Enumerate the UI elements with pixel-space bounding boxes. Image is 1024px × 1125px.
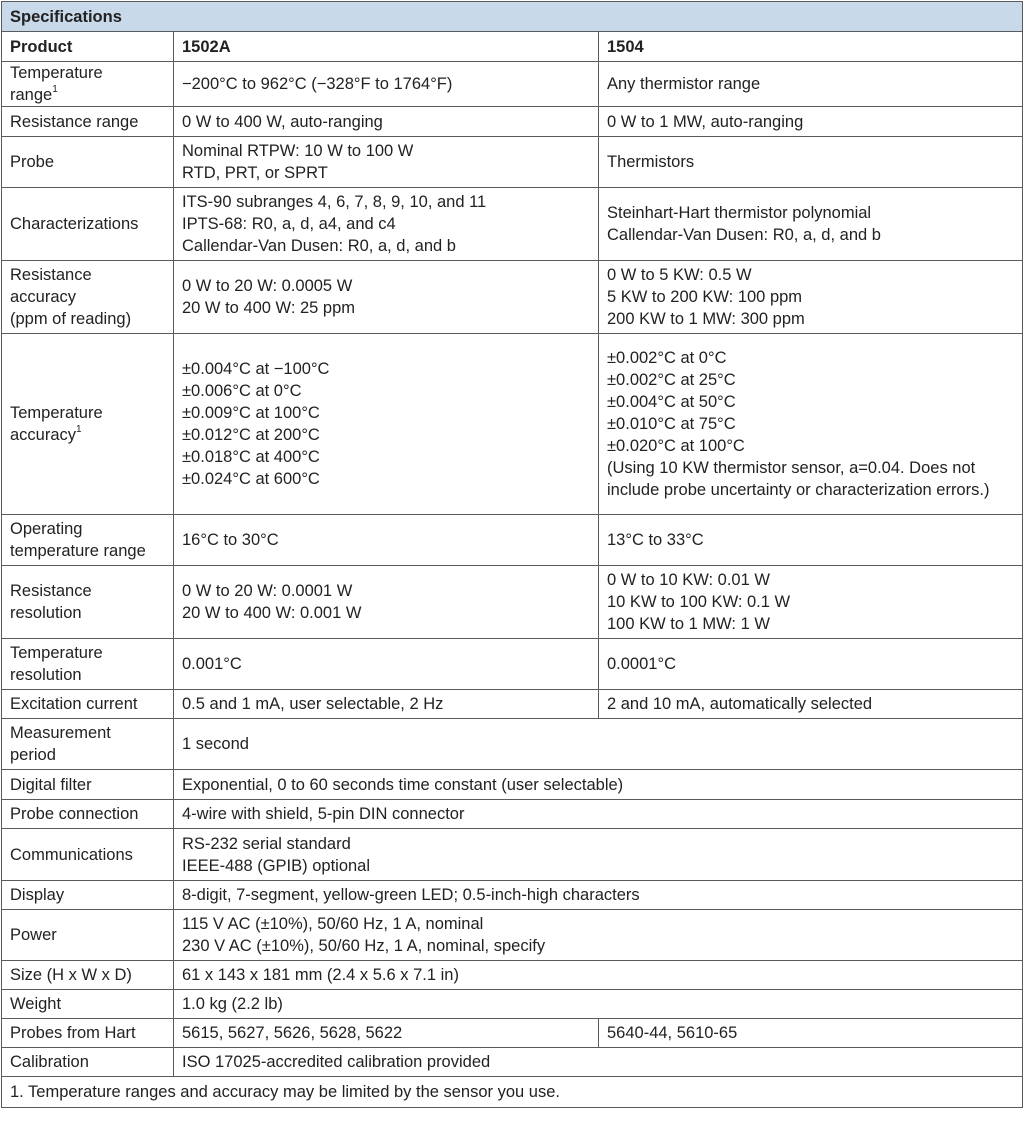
value-1504 bbox=[599, 334, 1023, 515]
cell-line: (ppm of reading) bbox=[10, 310, 132, 328]
header-1504: 1504 bbox=[599, 32, 1023, 62]
cell-line: IPTS-68: R0, a, d, a4, and c4 bbox=[182, 215, 396, 233]
cell-line: 0 W to 1 MW, auto-ranging bbox=[607, 112, 804, 131]
cell-line: period bbox=[10, 746, 56, 764]
cell-line: resolution bbox=[10, 604, 82, 622]
value-1504 bbox=[599, 639, 1023, 690]
value-both bbox=[174, 770, 1023, 800]
row-label bbox=[2, 719, 174, 770]
row-label: Excitation current bbox=[2, 690, 174, 719]
value-1504 bbox=[599, 566, 1023, 639]
cell-line: 0 W to 5 KW: 0.5 W bbox=[607, 266, 752, 284]
table-row bbox=[2, 770, 1023, 800]
cell-line: 1 second bbox=[182, 735, 249, 753]
table-row bbox=[2, 719, 1023, 770]
row-label: Weight bbox=[2, 990, 174, 1019]
cell-line: 5640-44, 5610-65 bbox=[607, 1024, 738, 1042]
cell-line: Steinhart-Hart thermistor polynomial bbox=[607, 204, 872, 222]
value-both bbox=[174, 829, 1023, 881]
cell-line: IEEE-488 (GPIB) optional bbox=[182, 856, 371, 875]
cell-line: 20 W to 400 W: 25 ppm bbox=[182, 299, 356, 317]
cell-line: 0.0001°C bbox=[607, 655, 676, 673]
row-label: Probes from Hart bbox=[2, 1019, 174, 1048]
cell-line: 0.001°C bbox=[182, 655, 242, 673]
cell-line: ±0.004°C at −100°C bbox=[182, 360, 330, 378]
cell-line: Callendar-Van Dusen: R0, a, d, and b bbox=[607, 226, 881, 244]
table-row bbox=[2, 1019, 1023, 1048]
table-row bbox=[2, 1048, 1023, 1077]
value-both bbox=[174, 800, 1023, 829]
value-1504 bbox=[599, 515, 1023, 566]
table-row bbox=[2, 829, 1023, 881]
row-label: Calibration bbox=[2, 1048, 174, 1077]
value-1504 bbox=[599, 107, 1023, 137]
cell-line: 0 W to 400 W, auto-ranging bbox=[182, 112, 383, 131]
cell-line: Callendar-Van Dusen: R0, a, d, and b bbox=[182, 237, 456, 255]
value-1502a bbox=[174, 515, 599, 566]
cell-line: 0.5 and 1 mA, user selectable, 2 Hz bbox=[182, 695, 444, 713]
cell-line: ±0.002°C at 0°C bbox=[607, 349, 727, 367]
value-both bbox=[174, 719, 1023, 770]
row-label: Communications bbox=[2, 829, 174, 881]
cell-line: 0 W to 20 W: 0.0001 W bbox=[182, 582, 353, 600]
row-label: Digital filter bbox=[2, 770, 174, 800]
cell-line: ITS-90 subranges 4, 6, 7, 8, 9, 10, and 11 bbox=[182, 193, 487, 211]
row-label: Size (H x W x D) bbox=[2, 961, 174, 990]
table-row bbox=[2, 566, 1023, 639]
value-1502a bbox=[174, 62, 599, 107]
cell-line: 8-digit, 7-segment, yellow-green LED; 0.5-inch-high characters bbox=[182, 886, 640, 904]
value-1502a bbox=[174, 188, 599, 261]
row-label: Temperature range$^1$ bbox=[2, 62, 174, 107]
value-both bbox=[174, 990, 1023, 1019]
cell-line: temperature range bbox=[10, 542, 146, 560]
row-label: Resistance range bbox=[2, 107, 174, 137]
cell-line: 4-wire with shield, 5-pin DIN connector bbox=[182, 805, 465, 823]
cell-line: 0 W to 10 KW: 0.01 W bbox=[607, 571, 770, 589]
value-1504 bbox=[599, 137, 1023, 188]
cell-line: RTD, PRT, or SPRT bbox=[182, 164, 328, 182]
table-row bbox=[2, 334, 1023, 515]
cell-line: 1.0 kg (2.2 lb) bbox=[182, 995, 283, 1013]
cell-line: 5 KW to 200 KW: 100 ppm bbox=[607, 288, 803, 306]
cell-line: 5615, 5627, 5626, 5628, 5622 bbox=[182, 1024, 403, 1042]
cell-line: 16°C to 30°C bbox=[182, 531, 279, 549]
header-product: Product bbox=[2, 32, 174, 62]
table-title-row bbox=[2, 2, 1023, 32]
table-row bbox=[2, 690, 1023, 719]
value-1502a bbox=[174, 690, 599, 719]
value-1504 bbox=[599, 188, 1023, 261]
cell-line: ±0.002°C at 25°C bbox=[607, 371, 736, 389]
cell-line: 0 W to 20 W: 0.0005 W bbox=[182, 277, 353, 295]
cell-line: Thermistors bbox=[607, 153, 695, 171]
table-row bbox=[2, 188, 1023, 261]
cell-line: −200°C to 962°C (−328°F to 1764°F) bbox=[182, 75, 453, 93]
table-row bbox=[2, 62, 1023, 107]
value-1502a bbox=[174, 334, 599, 515]
table-row bbox=[2, 639, 1023, 690]
cell-line: 61 x 143 x 181 mm (2.4 x 5.6 x 7.1 in) bbox=[182, 966, 459, 984]
value-1504 bbox=[599, 1019, 1023, 1048]
footnote-row bbox=[2, 1077, 1023, 1108]
header-row bbox=[2, 32, 1023, 62]
value-1502a bbox=[174, 566, 599, 639]
cell-line: ±0.004°C at 50°C bbox=[607, 393, 736, 411]
value-both bbox=[174, 910, 1023, 961]
cell-line: ±0.012°C at 200°C bbox=[182, 426, 320, 444]
row-label: Probe connection bbox=[2, 800, 174, 829]
cell-line: ±0.010°C at 75°C bbox=[607, 415, 736, 433]
cell-line: Resistance bbox=[10, 582, 92, 600]
cell-line: RS-232 serial standard bbox=[182, 834, 351, 853]
cell-line: Temperature bbox=[10, 644, 103, 662]
cell-line: 20 W to 400 W: 0.001 W bbox=[182, 604, 362, 622]
row-label bbox=[2, 515, 174, 566]
value-1502a bbox=[174, 1019, 599, 1048]
cell-line: ±0.020°C at 100°C bbox=[607, 437, 745, 455]
table-row bbox=[2, 881, 1023, 910]
row-label: Characterizations bbox=[2, 188, 174, 261]
row-label: Temperature accuracy$^1$ bbox=[2, 334, 174, 515]
table-row bbox=[2, 961, 1023, 990]
table-title: Specifications bbox=[2, 2, 1023, 32]
cell-line: ±0.006°C at 0°C bbox=[182, 382, 302, 400]
row-label bbox=[2, 261, 174, 334]
cell-line: accuracy bbox=[10, 288, 77, 306]
cell-line: 100 KW to 1 MW: 1 W bbox=[607, 615, 770, 633]
table-row bbox=[2, 107, 1023, 137]
table-row bbox=[2, 990, 1023, 1019]
cell-line: 230 V AC (±10%), 50/60 Hz, 1 A, nominal, specify bbox=[182, 937, 546, 955]
table-row bbox=[2, 910, 1023, 961]
row-label: Probe bbox=[2, 137, 174, 188]
value-both bbox=[174, 1048, 1023, 1077]
cell-line: 115 V AC (±10%), 50/60 Hz, 1 A, nominal bbox=[182, 915, 484, 933]
value-1502a bbox=[174, 137, 599, 188]
cell-line: Measurement bbox=[10, 724, 111, 742]
table-row bbox=[2, 261, 1023, 334]
cell-line: Any thermistor range bbox=[607, 75, 761, 93]
table-row bbox=[2, 515, 1023, 566]
cell-line: (Using 10 KW thermistor sensor, a=0.04. Does not include probe uncertainty or characterization errors.) bbox=[607, 459, 990, 499]
cell-line: Nominal RTPW: 10 W to 100 W bbox=[182, 142, 414, 160]
cell-line: 10 KW to 100 KW: 0.1 W bbox=[607, 593, 791, 611]
row-label: Power bbox=[2, 910, 174, 961]
value-1502a bbox=[174, 639, 599, 690]
header-1502a: 1502A bbox=[174, 32, 599, 62]
value-1504 bbox=[599, 62, 1023, 107]
cell-line: 13°C to 33°C bbox=[607, 531, 704, 549]
value-both bbox=[174, 961, 1023, 990]
cell-line: Exponential, 0 to 60 seconds time constant (user selectable) bbox=[182, 775, 624, 794]
cell-line: 200 KW to 1 MW: 300 ppm bbox=[607, 310, 805, 328]
table-row bbox=[2, 800, 1023, 829]
value-1504 bbox=[599, 690, 1023, 719]
value-both bbox=[174, 881, 1023, 910]
row-label bbox=[2, 566, 174, 639]
cell-line: ±0.024°C at 600°C bbox=[182, 470, 320, 488]
cell-line: ±0.018°C at 400°C bbox=[182, 448, 320, 466]
cell-line: 2 and 10 mA, automatically selected bbox=[607, 695, 873, 713]
value-1504 bbox=[599, 261, 1023, 334]
cell-line: ±0.009°C at 100°C bbox=[182, 404, 320, 422]
cell-line: resolution bbox=[10, 666, 82, 684]
row-label: Display bbox=[2, 881, 174, 910]
specifications-table bbox=[1, 1, 1023, 1108]
value-1502a bbox=[174, 261, 599, 334]
row-label bbox=[2, 639, 174, 690]
cell-line: Resistance bbox=[10, 266, 92, 284]
table-row bbox=[2, 137, 1023, 188]
value-1502a bbox=[174, 107, 599, 137]
footnote: 1. Temperature ranges and accuracy may be limited by the sensor you use. bbox=[2, 1077, 1023, 1108]
cell-line: Operating bbox=[10, 520, 83, 538]
cell-line: ISO 17025-accredited calibration provided bbox=[182, 1053, 491, 1071]
